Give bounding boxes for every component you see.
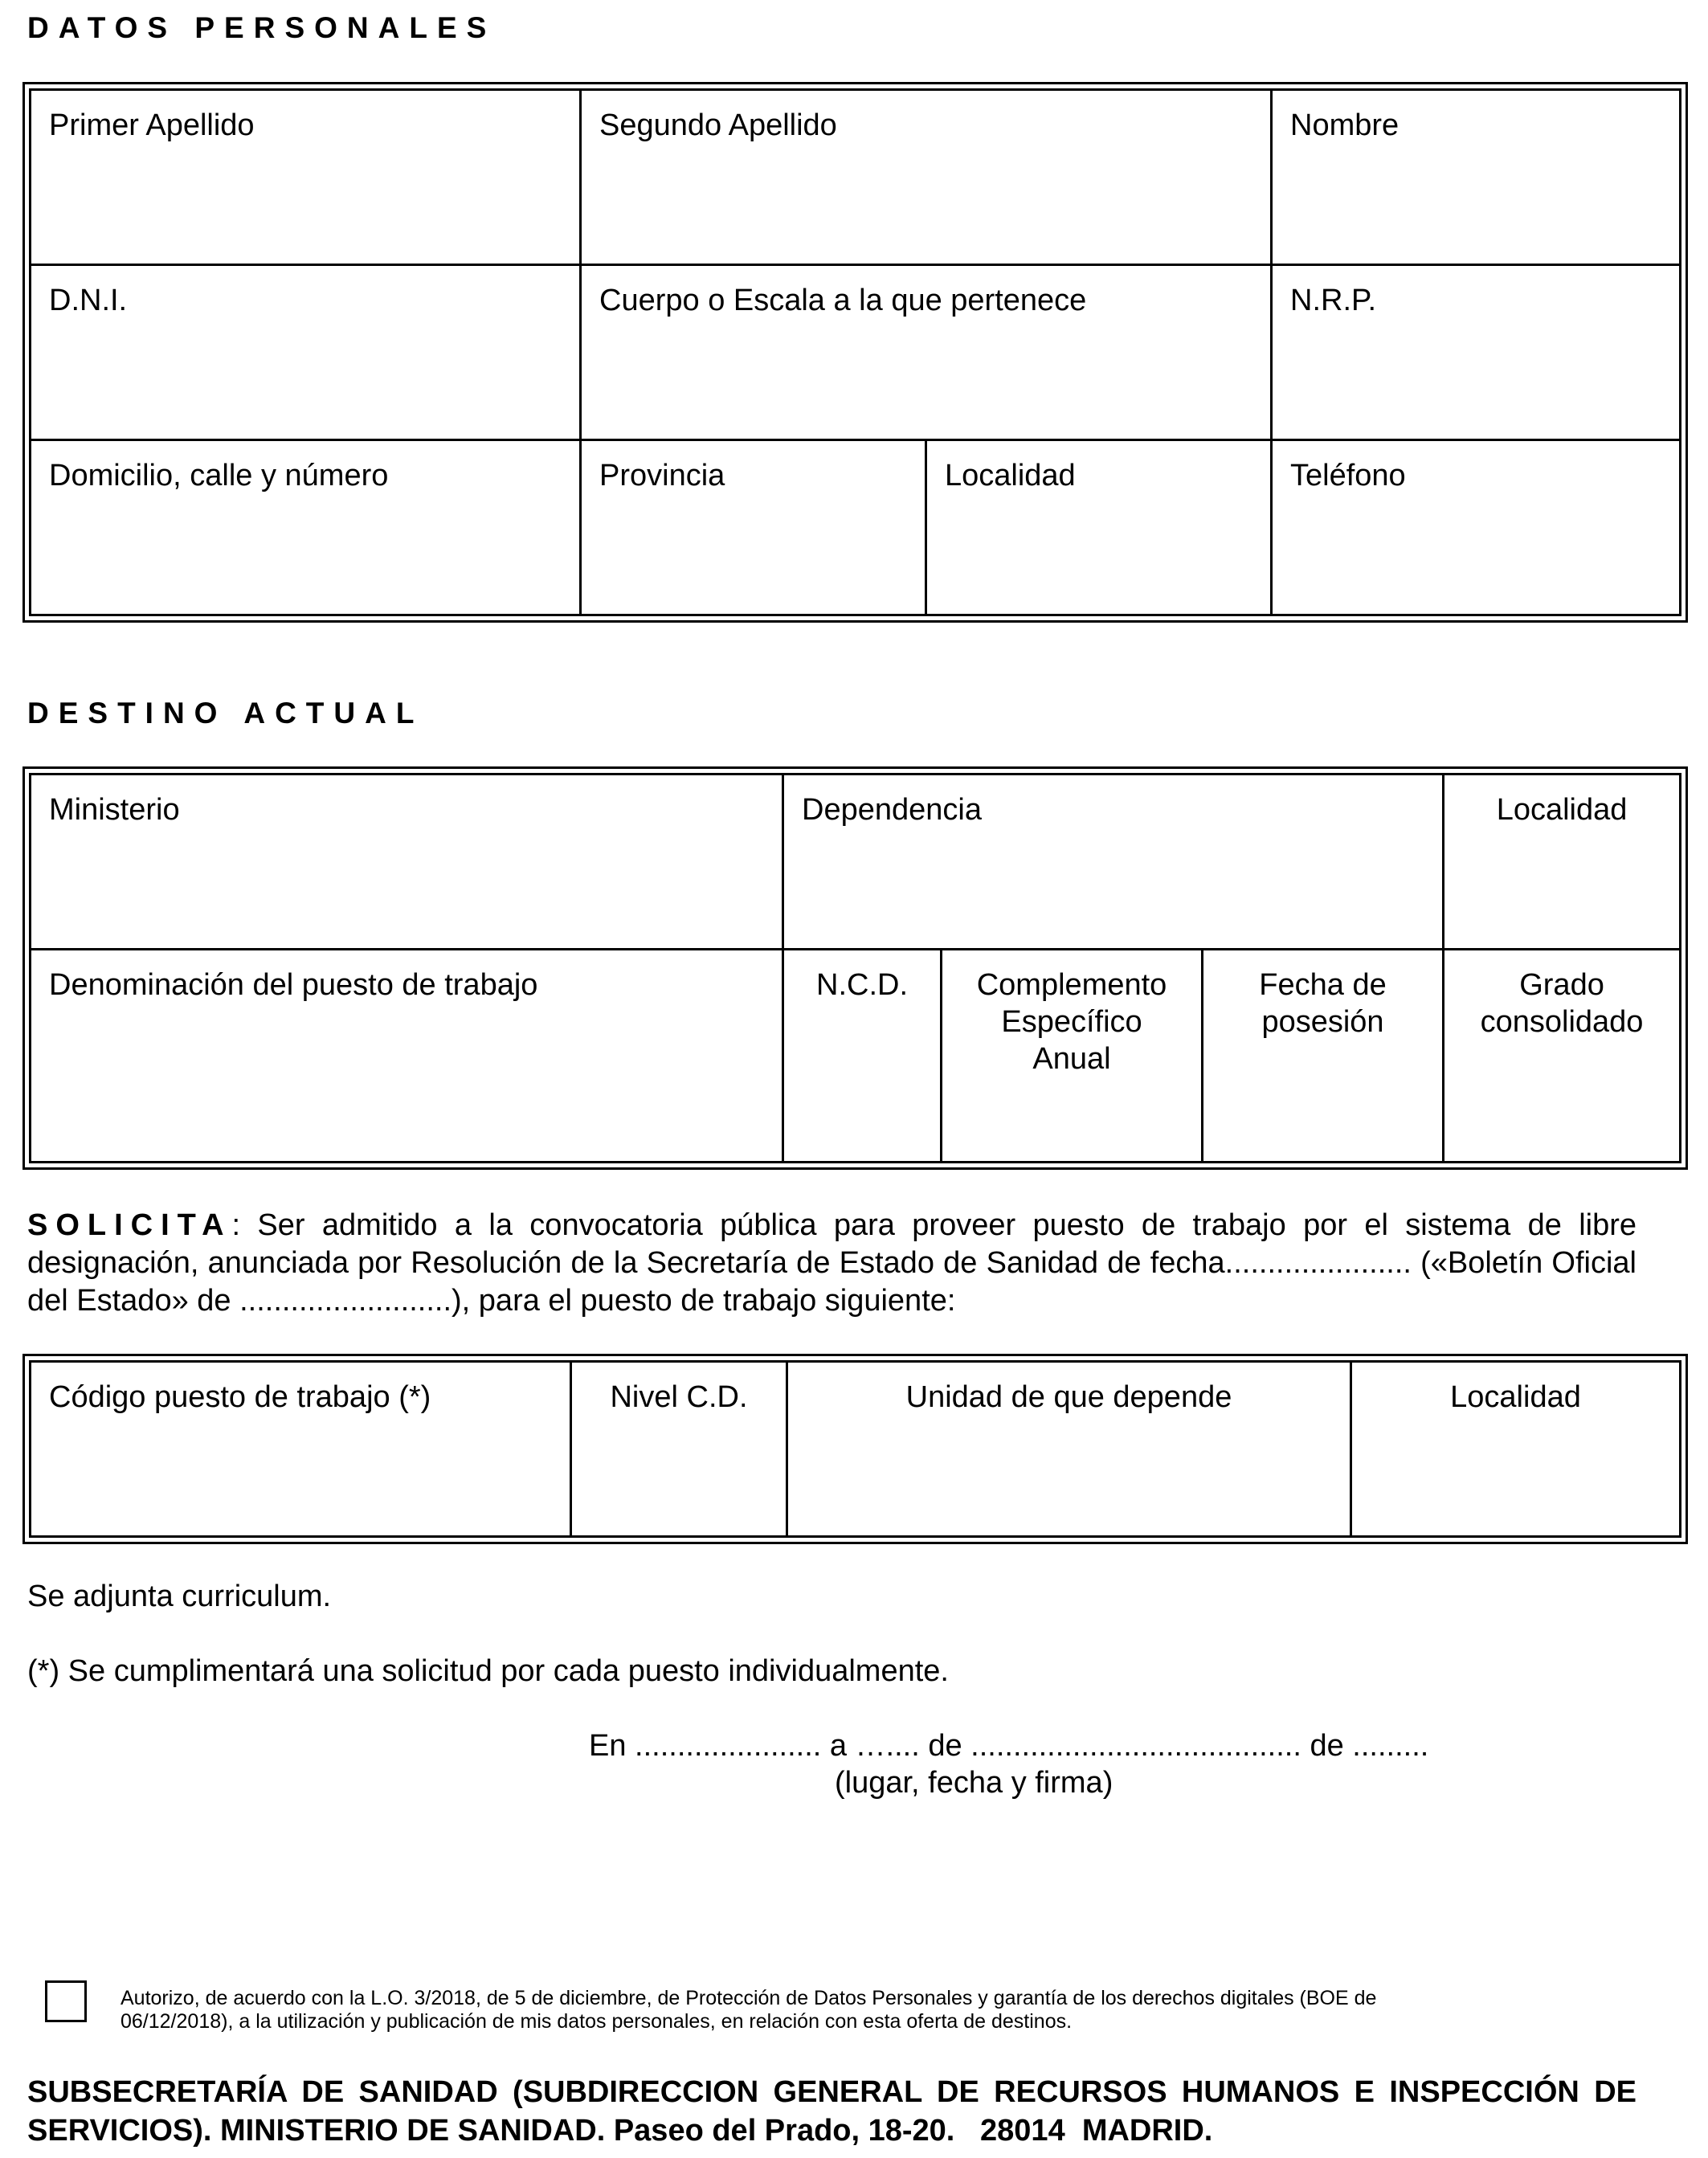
puesto-table — [29, 1360, 1681, 1538]
datos-personales-table — [29, 88, 1681, 616]
field-unidad[interactable] — [787, 1362, 1351, 1537]
codigo-label: Código puesto de trabajo (*) — [49, 1380, 431, 1414]
field-primer-apellido[interactable] — [31, 90, 581, 265]
autorizo-checkbox[interactable] — [45, 1980, 87, 2022]
field-cuerpo[interactable] — [581, 265, 1272, 440]
footer-address: SUBSECRETARÍA DE SANIDAD (SUBDIRECCION GENERAL DE RECURSOS HUMANOS E INSPECCIÓN DE SERVICIOS). MINISTERIO DE SANIDAD. Paseo del Prado, 18-20. 28014 MADRID. — [27, 2075, 1645, 2148]
autorizo-text — [121, 1987, 1647, 2033]
solicita-label: SOLICITA — [27, 1208, 232, 1242]
cuerpo-label: Cuerpo o Escala a la que pertenece — [599, 284, 1087, 317]
field-nivel-cd[interactable] — [571, 1362, 787, 1537]
field-grado[interactable] — [1444, 950, 1681, 1163]
firma-line: En ...................... a ….... de ....................................... de ......... — [589, 1729, 1429, 1763]
complemento-label-2: Específico — [1001, 1005, 1142, 1039]
nrp-label: N.R.P. — [1290, 284, 1377, 317]
section-title-datos-personales: DATOS PERSONALES — [27, 11, 496, 44]
ncd-label: N.C.D. — [816, 968, 908, 1002]
field-ncd[interactable] — [783, 950, 942, 1163]
field-denominacion[interactable] — [31, 950, 783, 1163]
field-telefono[interactable] — [1272, 440, 1681, 615]
autorizo-line-2: 06/12/2018), a la utilización y publicación de mis datos personales, en relación con esta oferta de destinos. — [121, 2010, 1073, 2033]
autorizo-line-1: Autorizo, de acuerdo con la L.O. 3/2018, de 5 de diciembre, de Protección de Datos Personales y garantía de los derechos digitales (BOE de — [121, 1987, 1377, 2009]
adjunta-text: Se adjunta curriculum. — [27, 1580, 332, 1613]
field-localidad-destino[interactable] — [1444, 775, 1681, 950]
field-segundo-apellido[interactable] — [581, 90, 1272, 265]
complemento-label-1: Complemento — [976, 968, 1167, 1002]
provincia-label: Provincia — [599, 459, 725, 492]
field-complemento[interactable] — [942, 950, 1203, 1163]
field-fecha-posesion[interactable] — [1203, 950, 1444, 1163]
dependencia-label: Dependencia — [802, 793, 982, 827]
field-codigo-puesto[interactable] — [31, 1362, 571, 1537]
localidad-puesto-label: Localidad — [1450, 1380, 1581, 1414]
solicita-text: : Ser admitido a la convocatoria pública para proveer puesto de trabajo por el sistema de libre designación, anunciada por Resolución de la Secretaría de Estado de Sanidad de fecha...................... («Boletín Oficial del Estado» de .........................), para el puesto de trabajo siguiente: — [27, 1208, 1636, 1318]
section-title-destino-actual: DESTINO ACTUAL — [27, 697, 424, 730]
nivel-label: Nivel C.D. — [610, 1380, 748, 1414]
firma-caption: (lugar, fecha y firma) — [835, 1766, 1113, 1800]
solicita-paragraph — [27, 1207, 1636, 1320]
complemento-label-3: Anual — [1032, 1042, 1111, 1076]
domicilio-label: Domicilio, calle y número — [49, 459, 389, 492]
unidad-label: Unidad de que depende — [905, 1380, 1232, 1414]
ministerio-label: Ministerio — [49, 793, 180, 827]
telefono-label: Teléfono — [1290, 459, 1406, 492]
field-provincia[interactable] — [581, 440, 926, 615]
localidad-label: Localidad — [945, 459, 1076, 492]
fecha-label-1: Fecha de — [1259, 968, 1387, 1002]
field-localidad-puesto[interactable] — [1351, 1362, 1681, 1537]
field-nrp[interactable] — [1272, 265, 1681, 440]
dni-label: D.N.I. — [49, 284, 128, 317]
nombre-label: Nombre — [1290, 108, 1399, 142]
localidad-destino-label: Localidad — [1496, 793, 1628, 827]
denominacion-label: Denominación del puesto de trabajo — [49, 968, 538, 1002]
destino-actual-table — [29, 773, 1681, 1163]
field-ministerio[interactable] — [31, 775, 783, 950]
segundo-apellido-label: Segundo Apellido — [599, 108, 837, 142]
fecha-label-2: posesión — [1261, 1005, 1384, 1039]
primer-apellido-label: Primer Apellido — [49, 108, 255, 142]
field-dni[interactable] — [31, 265, 581, 440]
field-localidad[interactable] — [926, 440, 1272, 615]
grado-label-2: consolidado — [1480, 1005, 1644, 1039]
nota-text: (*) Se cumplimentará una solicitud por cada puesto individualmente. — [27, 1654, 949, 1688]
grado-label-1: Grado — [1519, 968, 1604, 1002]
field-dependencia[interactable] — [783, 775, 1444, 950]
field-domicilio[interactable] — [31, 440, 581, 615]
field-nombre[interactable] — [1272, 90, 1681, 265]
